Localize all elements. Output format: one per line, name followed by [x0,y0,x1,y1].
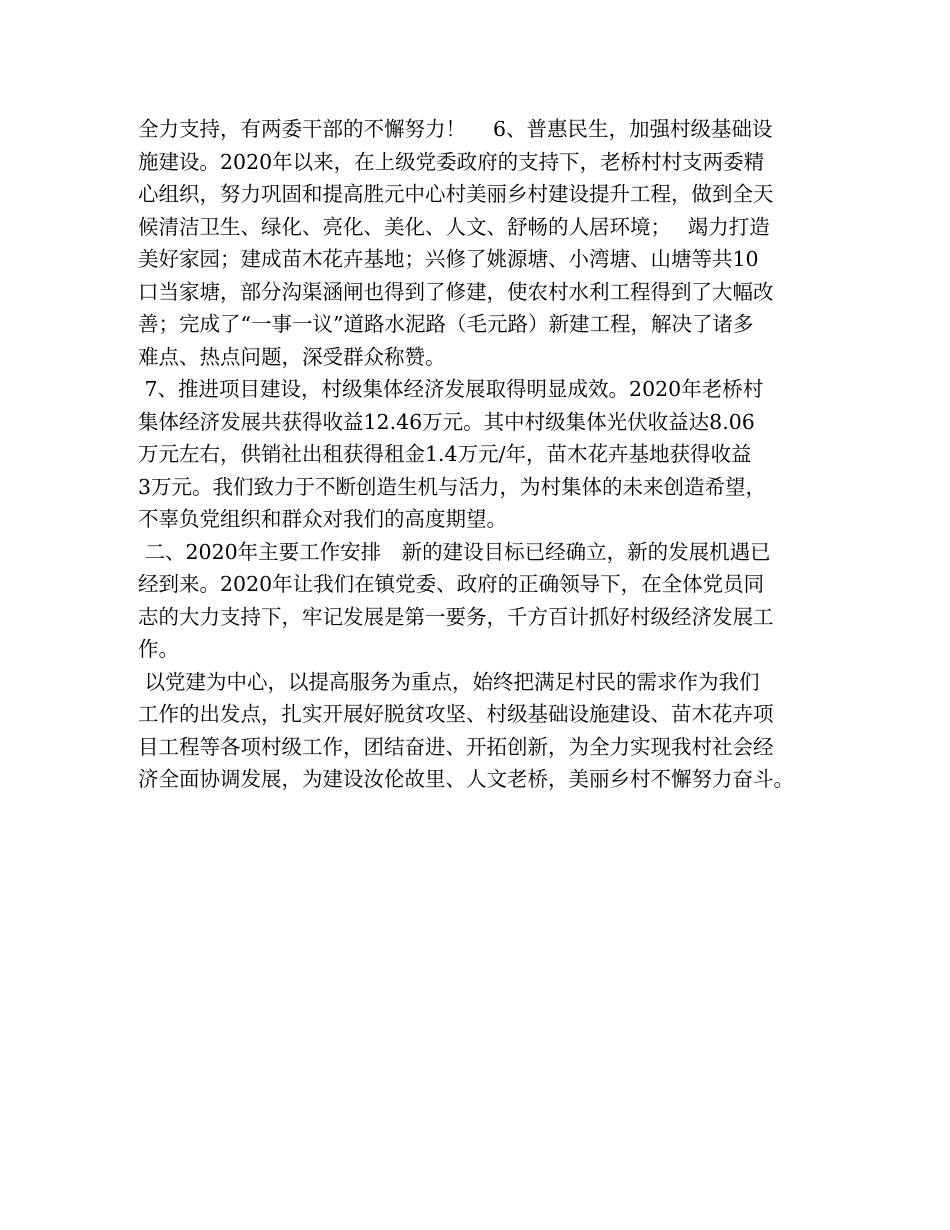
text-line: 二、2020年主要工作安排 新的建设目标已经确立，新的发展机遇已 [138,539,771,564]
text-line: 口当家塘，部分沟渠涵闸也得到了修建，使农村水利工程得到了大幅改 [138,279,774,304]
text-line: 工作的出发点，扎实开展好脱贫攻坚、村级基础设施建设、苗木花卉项 [138,702,774,726]
text-line: 集体经济发展共获得收益12.46万元。其中村级集体光伏收益达8.06 [138,409,755,434]
text-line: 3万元。我们致力于不断创造生机与活力，为村集体的未来创造希望， [138,474,767,499]
text-line: 济全面协调发展，为建设汝伦故里、人文老桥，美丽乡村不懈努力奋斗。 [138,767,794,791]
text-line: 作。 [138,637,179,661]
text-line: 善；完成了“一事一议”道路水泥路（毛元路）新建工程，解决了诸多 [138,312,754,336]
text-line: 万元左右，供销社出租获得租金1.4万元/年，苗木花卉基地获得收益 [138,442,752,466]
text-line: 7、推进项目建设，村级集体经济发展取得明显成效。2020年老桥村 [138,377,764,401]
text-line: 志的大力支持下，牢记发展是第一要务，千方百计抓好村级经济发展工 [138,604,774,629]
text-line: 不辜负党组织和群众对我们的高度期望。 [138,507,507,531]
text-line: 施建设。2020年以来，在上级党委政府的支持下，老桥村村支两委精 [138,149,765,174]
text-line: 以党建为中心，以提高服务为重点，始终把满足村民的需求作为我们 [138,669,760,694]
text-line: 难点、热点问题，深受群众称赞。 [138,344,446,369]
document-body [138,113,828,796]
text-line: 全力支持，有两委干部的不懈努力！ 6、普惠民生，加强村级基础设 [138,117,773,141]
text-line: 候清洁卫生、绿化、亮化、美化、人文、舒畅的人居环境； 竭力打造 [138,214,770,239]
text-line: 心组织，努力巩固和提高胜元中心村美丽乡村建设提升工程，做到全天 [138,182,774,206]
text-line: 目工程等各项村级工作，团结奋进、开拓创新，为全力实现我村社会经 [138,734,774,759]
text-line: 美好家园；建成苗木花卉基地；兴修了姚源塘、小湾塘、山塘等共10 [138,247,759,271]
text-line: 经到来。2020年让我们在镇党委、政府的正确领导下，在全体党员同 [138,572,765,596]
